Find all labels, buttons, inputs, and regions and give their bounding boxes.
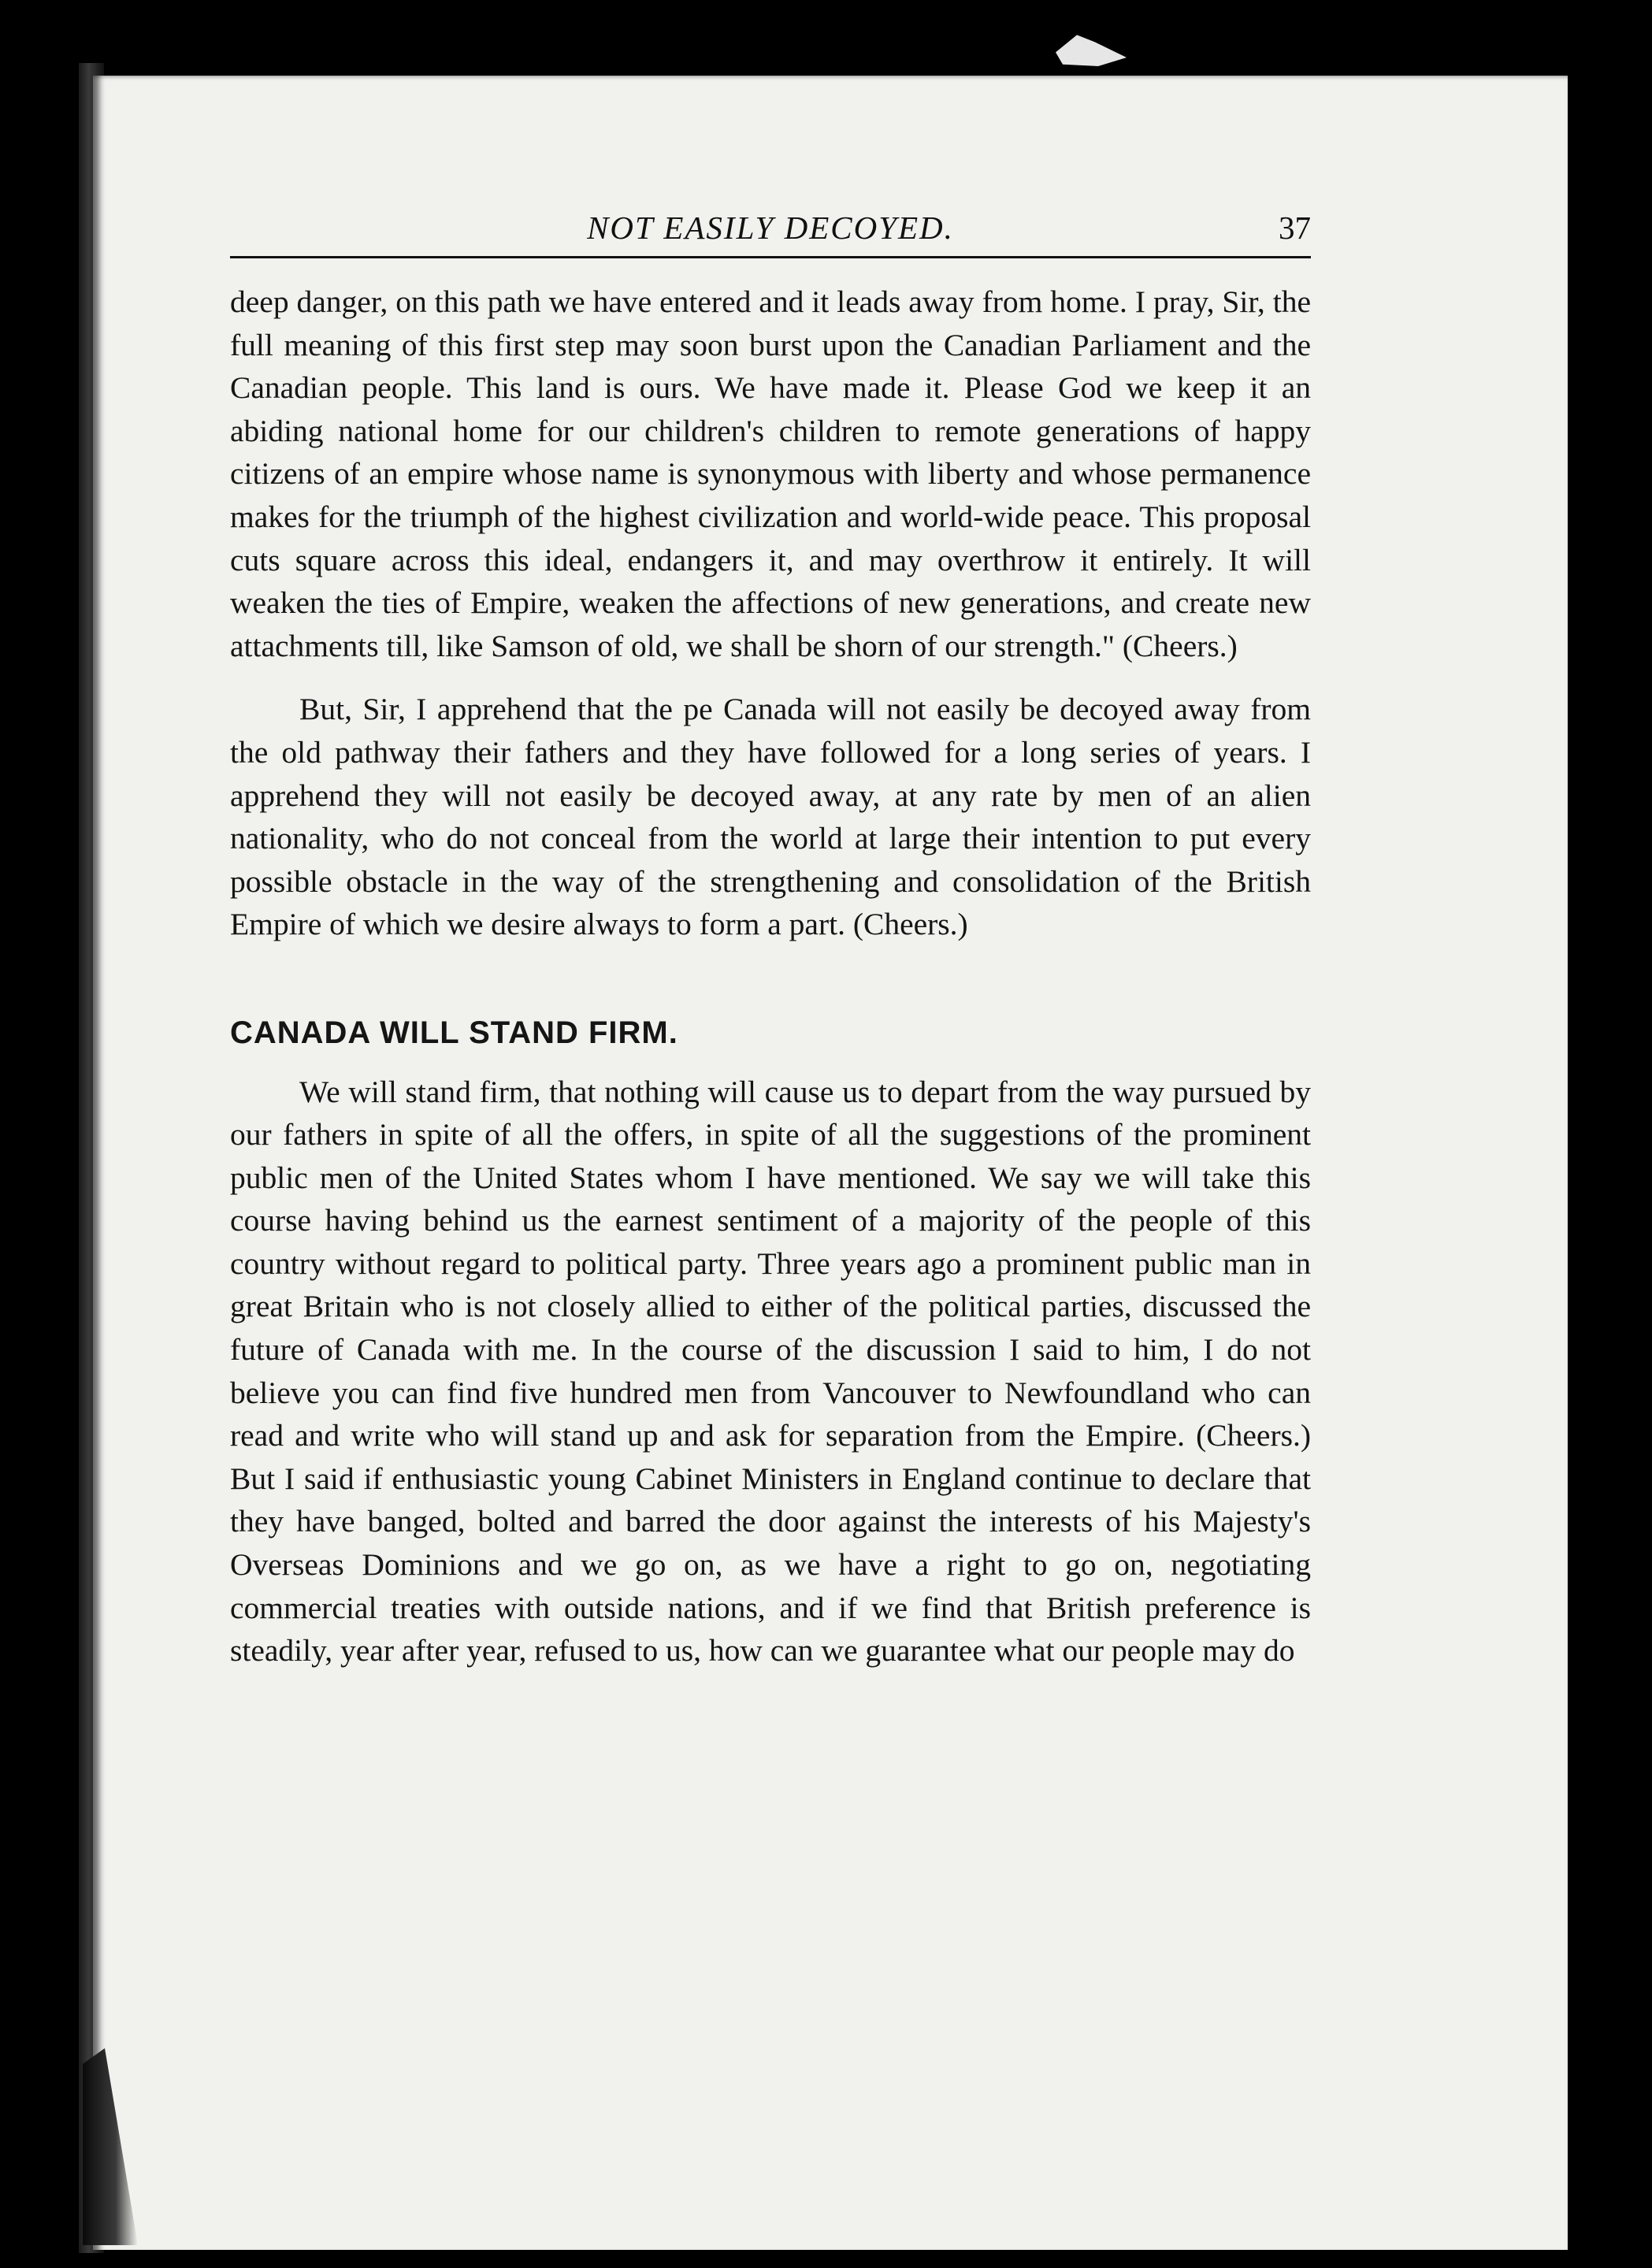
paragraph-stand-firm: We will stand firm, that nothing will cause us to depart from the way pursued by our fathers in spite of all the offers, in spite of all the suggestions of the prominent public men of the United States whom I have mentioned. We say we will take this course having behind us the earnest sentiment of a majority of the people of this country without regard to political party. Three years ago a prominent public man in great Britain who is not closely allied to either of the political parties, discussed the future of Canada with me. In the course of the discussion I said to him, I do not believe you can find five hundred men from Vancouver to Newfoundland who can read and write who will stand up and ask for separation from the Empire. (Cheers.) But I said if enthusiastic young Cabinet Ministers in England continue to declare that they have banged, bolted and barred the door against the interests of his Majesty's Overseas Dominions and we go on, as we have a right to go on, negotiating commercial treaties with outside nations, and if we find that British preference is steadily, year after year, refused to us, how can we guarantee what our people may do xyxy=(230,1074,1311,1669)
paragraph-decoyed: But, Sir, I apprehend that the pe Canada will not easily be decoyed away from the old pathway their fathers and they have followed for a long series of years. I apprehend they will not easily be decoyed away, at any rate by men of an alien nationality, who do not conceal from the world at large their intention to put every possible obstacle in the way of the strengthening and consolidation of the British Empire of which we desire always to form a part. (Cheers.) xyxy=(230,692,1311,942)
page-header xyxy=(230,209,1311,258)
page-number: 37 xyxy=(1279,210,1311,246)
scan-artifact xyxy=(1056,32,1127,66)
paragraph-continued: deep danger, on this path we have entered and it leads away from home. I pray, Sir, the full meaning of this first step may soon burst upon the Canadian Parliament and the Canadian people. This land is ours. We have made it. Please God we keep it an abiding national home for our children's children to remote generations of happy citizens of an empire whose name is synonymous with liberty and whose permanence makes for the triumph of the highest civilization and world-wide peace. This proposal cuts square across this ideal, endangers it, and may overthrow it entirely. It will weaken the ties of Empire, weaken the affections of new generations, and create new attachments till, like Samson of old, we shall be shorn of our strength." (Cheers.) xyxy=(230,284,1311,663)
running-head: NOT EASILY DECOYED. xyxy=(587,210,954,246)
section-heading: CANADA WILL STAND FIRM. xyxy=(230,1015,678,1050)
page-body xyxy=(230,280,1311,1672)
